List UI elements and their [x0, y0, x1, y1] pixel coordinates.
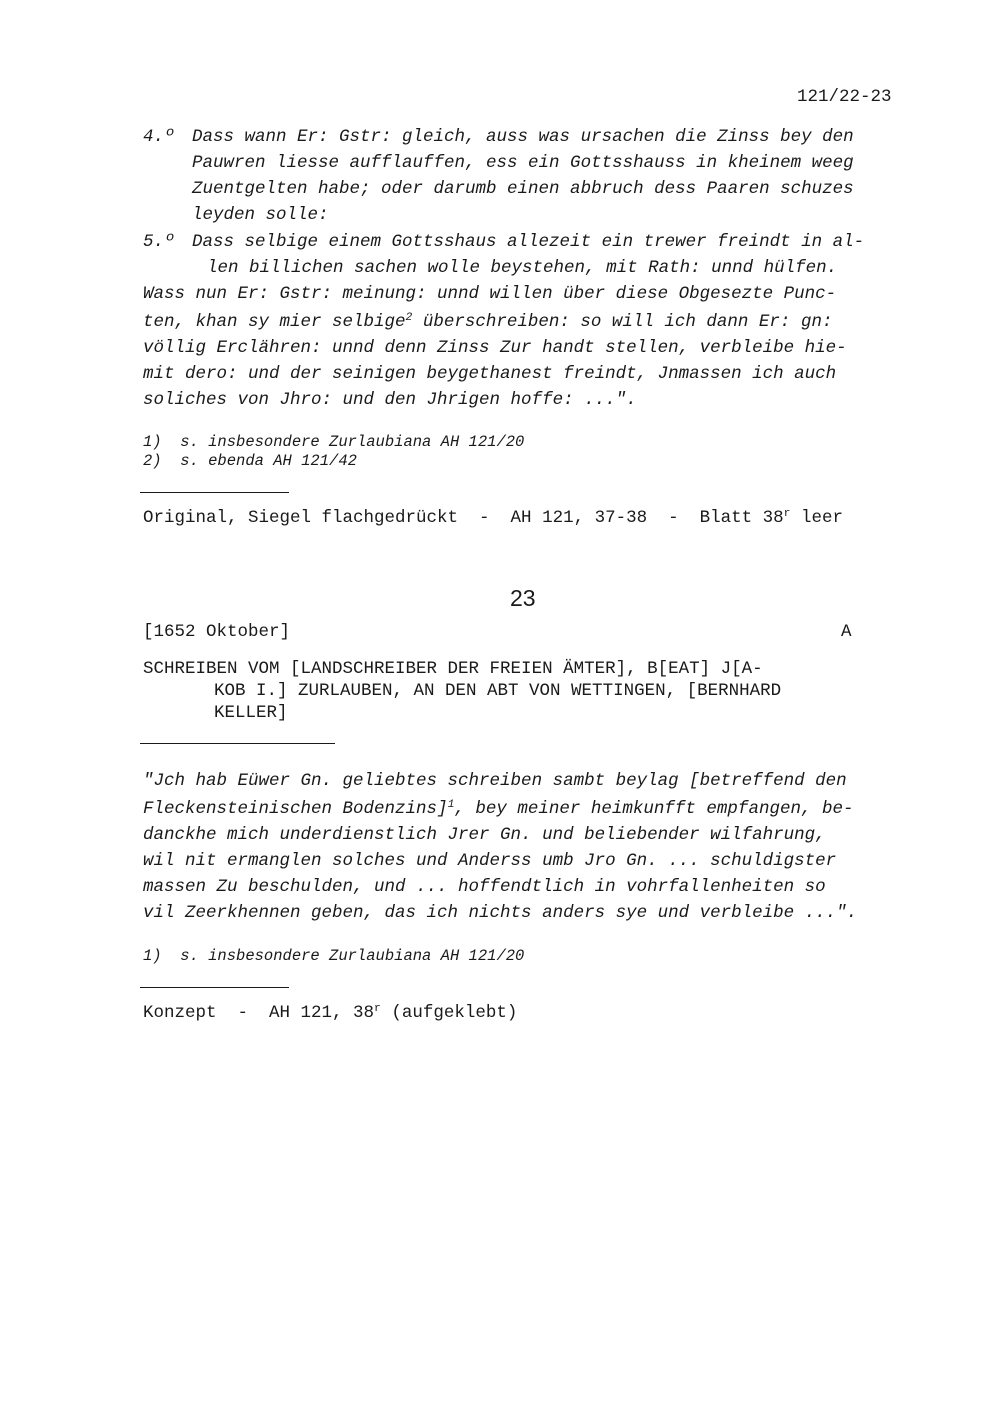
divider-rule [140, 743, 335, 744]
footnote-ref: 2 [405, 311, 413, 324]
text-segment: Original, Siegel flachgedrückt - AH 121, 37-38 - Blatt 38 [143, 508, 784, 528]
text-segment: Konzept - AH 121, 38 [143, 1003, 375, 1023]
document-number: 23 [510, 585, 536, 611]
superscript: r [783, 507, 791, 520]
superscript: r [374, 1002, 381, 1015]
footnote: 1) s. insbesondere Zurlaubiana AH 121/20 [143, 433, 525, 451]
footnote: 1) s. insbesondere Zurlaubiana AH 121/20 [143, 947, 525, 965]
item-line: Dass wann Er: Gstr: gleich, auss was ursachen die Zinss bey den [192, 127, 854, 147]
paragraph-line: mit dero: und der seinigen beygethanest freindt, Jnmassen ich auch [143, 364, 837, 384]
item-number: 4.º [143, 127, 175, 147]
text-segment: Fleckensteinischen Bodenzins] [143, 799, 448, 819]
item-line: Dass selbige einem Gottsshaus allezeit ein trewer freindt in al- [192, 232, 865, 252]
divider-rule [140, 492, 289, 493]
paragraph-line: Wass nun Er: Gstr: meinung: unnd willen über diese Obgesezte Punc- [143, 284, 837, 304]
paragraph-line: "Jch hab Eüwer Gn. geliebtes schreiben sambt beylag [betreffend den [143, 771, 847, 791]
heading-line: KOB I.] ZURLAUBEN, AN DEN ABT VON WETTINGEN, [BERNHARD [214, 681, 782, 701]
heading-line: KELLER] [214, 703, 288, 723]
source-note [143, 1003, 517, 1023]
paragraph-line: wil nit ermanglen solches und Anderss umb Jro Gn. ... schuldigster [143, 851, 837, 871]
divider-rule [140, 987, 289, 988]
document-date: [1652 Oktober] [143, 622, 291, 642]
item-line: Zuentgelten habe; oder darumb einen abbruch dess Paaren schuzes [192, 179, 854, 199]
text-segment: leer [790, 508, 843, 528]
source-note [143, 508, 843, 528]
text-segment: ten, khan sy mier selbige [143, 312, 406, 332]
document-marker: A [841, 622, 852, 642]
heading-line: SCHREIBEN VOM [LANDSCHREIBER DER FREIEN ÄMTER], B[EAT] J[A- [143, 659, 763, 679]
paragraph-line: massen Zu beschulden, und ... hoffendtlich in vohrfallenheiten so [143, 877, 826, 897]
paragraph-line [143, 799, 853, 819]
footnote-ref: 1 [447, 798, 455, 811]
paragraph-line [143, 312, 832, 332]
page-reference: 121/22-23 [797, 87, 892, 107]
paragraph-line: danckhe mich underdienstlich Jrer Gn. und beliebender wilfahrung, [143, 825, 826, 845]
item-number: 5.º [143, 232, 175, 252]
item-line: Pauwren liesse aufflauffen, ess ein Gottsshauss in kheinem weeg [192, 153, 854, 173]
paragraph-line: vil Zeerkhennen geben, das ich nichts anders sye und verbleibe ...". [143, 903, 858, 923]
text-segment: (aufgeklebt) [380, 1003, 518, 1023]
item-line: leyden solle: [192, 205, 329, 225]
paragraph-line: soliches von Jhro: und den Jhrigen hoffe: ...". [143, 390, 637, 410]
item-line: len billichen sachen wolle beystehen, mit Rath: unnd hülfen. [207, 258, 838, 278]
footnote: 2) s. ebenda AH 121/42 [143, 452, 357, 470]
text-segment: , bey meiner heimkunfft empfangen, be- [454, 799, 854, 819]
text-segment: überschreiben: so will ich dann Er: gn: [412, 312, 833, 332]
paragraph-line: völlig Erclähren: unnd denn Zinss Zur handt stellen, verbleibe hie- [143, 338, 847, 358]
